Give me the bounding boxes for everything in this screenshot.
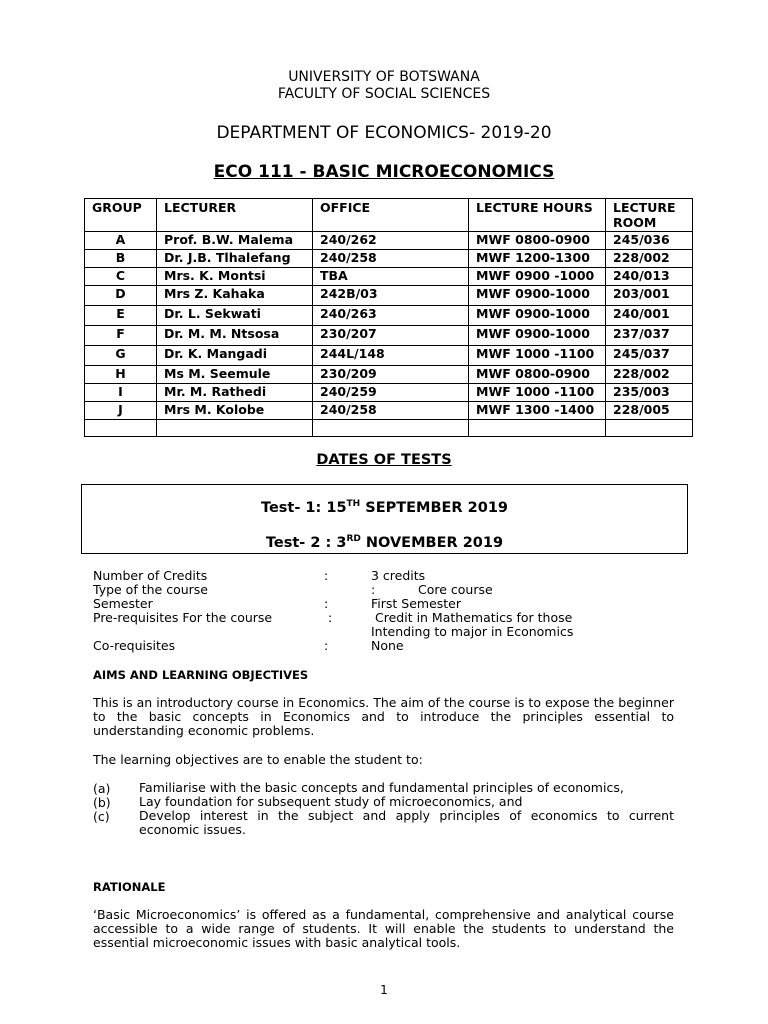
prerequisites-value-line2: Intending to major in Economics <box>371 624 574 639</box>
page-number: 1 <box>380 983 388 997</box>
objective-label: (b) <box>93 795 111 810</box>
credits-value: 3 credits <box>371 568 426 583</box>
semester-label: Semester <box>93 596 153 611</box>
hours-cell: MWF 0900-1000 <box>469 306 606 326</box>
room-cell: 228/002 <box>606 366 693 384</box>
hours-cell: MWF 1200-1300 <box>469 250 606 268</box>
lecturer-cell: Mrs. K. Montsi <box>157 268 313 286</box>
corequisites-colon: : <box>324 638 329 653</box>
lecture-schedule-table <box>84 198 693 437</box>
lecturer-cell: Prof. B.W. Malema <box>157 232 313 250</box>
test-2-date: Test- 2 : 3RD NOVEMBER 2019 <box>265 534 504 551</box>
table-row <box>85 384 693 402</box>
column-header-hours: LECTURE HOURS <box>469 199 606 232</box>
corequisites-value: None <box>371 638 404 653</box>
course-title: ECO 111 - BASIC MICROECONOMICS <box>213 162 555 182</box>
group-cell: F <box>85 326 157 346</box>
room-cell: 235/003 <box>606 384 693 402</box>
group-cell: A <box>85 232 157 250</box>
table-row <box>85 326 693 346</box>
empty-cell <box>469 420 606 437</box>
group-cell: E <box>85 306 157 326</box>
group-cell: D <box>85 286 157 306</box>
tests-heading: DATES OF TESTS <box>316 452 452 468</box>
lecturer-cell: Mrs Z. Kahaka <box>157 286 313 306</box>
aims-heading: AIMS AND LEARNING OBJECTIVES <box>93 668 309 682</box>
objectives-lead: The learning objectives are to enable the student to: <box>93 752 423 767</box>
semester-colon: : <box>324 596 329 611</box>
lecturer-cell: Mr. M. Rathedi <box>157 384 313 402</box>
office-cell: 240/258 <box>313 250 469 268</box>
lecturer-cell: Ms M. Seemule <box>157 366 313 384</box>
column-header-office: OFFICE <box>313 199 469 232</box>
hours-cell: MWF 0800-0900 <box>469 232 606 250</box>
empty-cell <box>313 420 469 437</box>
room-cell: 237/037 <box>606 326 693 346</box>
group-cell: J <box>85 402 157 420</box>
objective-label: (c) <box>93 809 110 824</box>
office-cell: 230/207 <box>313 326 469 346</box>
table-row-empty <box>85 420 693 437</box>
room-cell: 203/001 <box>606 286 693 306</box>
test-1-date: Test- 1: 15TH SEPTEMBER 2019 <box>261 499 508 516</box>
column-header-group: GROUP <box>85 199 157 232</box>
hours-cell: MWF 0900-1000 <box>469 286 606 306</box>
group-cell: I <box>85 384 157 402</box>
department-title: DEPARTMENT OF ECONOMICS- 2019-20 <box>216 123 552 143</box>
test-dates-box <box>81 484 688 554</box>
university-name: UNIVERSITY OF BOTSWANA <box>288 69 480 85</box>
room-cell: 228/005 <box>606 402 693 420</box>
rationale-heading: RATIONALE <box>93 880 166 894</box>
faculty-name: FACULTY OF SOCIAL SCIENCES <box>277 86 491 102</box>
table-row <box>85 402 693 420</box>
office-cell: 230/209 <box>313 366 469 384</box>
lecturer-cell: Dr. K. Mangadi <box>157 346 313 366</box>
table-row <box>85 268 693 286</box>
table-row <box>85 232 693 250</box>
semester-value: First Semester <box>371 596 462 611</box>
corequisites-label: Co-requisites <box>93 638 176 653</box>
room-cell: 245/037 <box>606 346 693 366</box>
objective-text: Lay foundation for subsequent study of microeconomics, and <box>139 794 523 809</box>
room-cell: 245/036 <box>606 232 693 250</box>
group-cell: C <box>85 268 157 286</box>
empty-cell <box>157 420 313 437</box>
group-cell: G <box>85 346 157 366</box>
table-header-row <box>85 199 693 232</box>
office-cell: 244L/148 <box>313 346 469 366</box>
prerequisites-label: Pre-requisites For the course <box>93 610 273 625</box>
office-cell: TBA <box>313 268 469 286</box>
aims-intro-paragraph: This is an introductory course in Economics. The aim of the course is to expose the beginner to the basic concepts in Economics and to introduce the principles essential to understanding economic problems. <box>93 695 674 738</box>
group-cell: H <box>85 366 157 384</box>
hours-cell: MWF 0900-1000 <box>469 326 606 346</box>
credits-label: Number of Credits <box>93 568 208 583</box>
empty-cell <box>606 420 693 437</box>
hours-cell: MWF 0800-0900 <box>469 366 606 384</box>
empty-cell <box>85 420 157 437</box>
room-cell: 228/002 <box>606 250 693 268</box>
table-row <box>85 250 693 268</box>
type-colon: : <box>371 582 376 597</box>
prerequisites-value-line1: Credit in Mathematics for those <box>375 610 573 625</box>
office-cell: 240/258 <box>313 402 469 420</box>
lecturer-cell: Dr. J.B. Tlhalefang <box>157 250 313 268</box>
office-cell: 240/259 <box>313 384 469 402</box>
office-cell: 242B/03 <box>313 286 469 306</box>
rationale-paragraph: ‘Basic Microeconomics’ is offered as a fundamental, comprehensive and analytical course accessible to a wide range of students. It will enable the students to understand the essential microeconomic issues with basic analytical tools. <box>93 907 674 950</box>
lecturer-cell: Dr. M. M. Ntsosa <box>157 326 313 346</box>
lecturer-cell: Dr. L. Sekwati <box>157 306 313 326</box>
table-row <box>85 286 693 306</box>
hours-cell: MWF 1000 -1100 <box>469 384 606 402</box>
hours-cell: MWF 1000 -1100 <box>469 346 606 366</box>
room-cell: 240/013 <box>606 268 693 286</box>
prerequisites-colon: : <box>328 610 333 625</box>
objective-label: (a) <box>93 781 111 796</box>
objective-text: Familiarise with the basic concepts and fundamental principles of economics, <box>139 780 624 795</box>
room-cell: 240/001 <box>606 306 693 326</box>
office-cell: 240/263 <box>313 306 469 326</box>
table-row <box>85 346 693 366</box>
column-header-room: LECTURE ROOM <box>606 199 693 232</box>
credits-colon: : <box>324 568 329 583</box>
table-row <box>85 366 693 384</box>
type-label: Type of the course <box>93 582 208 597</box>
column-header-lecturer: LECTURER <box>157 199 313 232</box>
hours-cell: MWF 0900 -1000 <box>469 268 606 286</box>
type-value: Core course <box>418 582 493 597</box>
group-cell: B <box>85 250 157 268</box>
objective-text: Develop interest in the subject and apply principles of economics to current economic issues. <box>139 808 674 837</box>
hours-cell: MWF 1300 -1400 <box>469 402 606 420</box>
lecturer-cell: Mrs M. Kolobe <box>157 402 313 420</box>
office-cell: 240/262 <box>313 232 469 250</box>
table-row <box>85 306 693 326</box>
